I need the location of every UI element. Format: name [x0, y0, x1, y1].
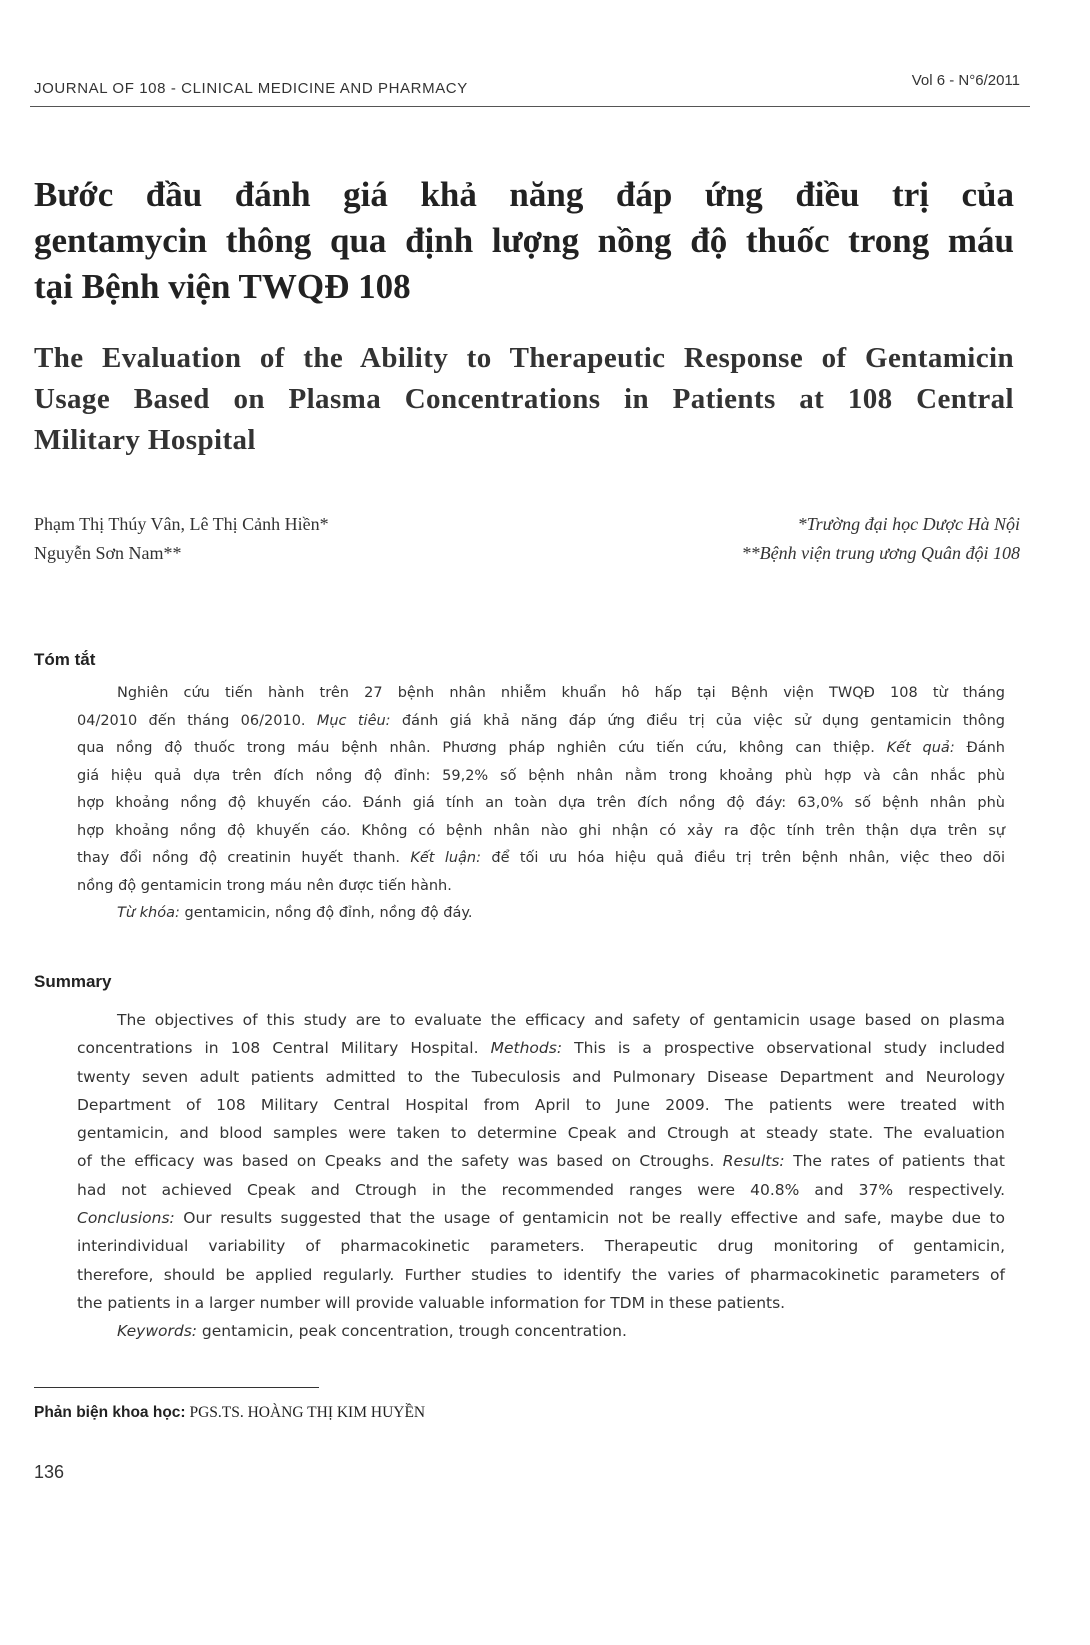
summary-line: therefore, should be applied regularly. Further studies to identify the varies of pharmacokinetic parameters of — [77, 1265, 1005, 1284]
keywords-en — [77, 1317, 1005, 1345]
abstract-line: qua nồng độ thuốc trong máu bệnh nhân. Phương pháp nghiên cứu tiến cứu, không can thiệp. Kết quả: Đánh — [77, 740, 1005, 756]
abstract-line: hợp khoảng nồng độ khuyến cáo. Không có bệnh nhân nào ghi nhận có xảy ra độc tính trên thận dựa trên sự — [77, 822, 1005, 839]
abstract-line: 04/2010 đến tháng 06/2010. Mục tiêu: đánh giá khả năng đáp ứng điều trị của việc sử dụng gentamicin thông — [77, 712, 1005, 729]
keywords-label: Từ khóa: — [117, 905, 180, 921]
title-line: Military Hospital — [34, 424, 256, 456]
title-vietnamese — [34, 172, 1014, 310]
summary-line: the patients in a larger number will provide valuable information for TDM in these patients. — [77, 1293, 786, 1312]
abstract-line: hợp khoảng nồng độ khuyến cáo. Đánh giá tính an toàn dựa trên đích nồng độ đáy: 63,0% số bệnh nhân phù — [77, 795, 1005, 811]
abstract-vn-heading: Tóm tắt — [34, 650, 96, 669]
title-line: tại Bệnh viện TWQĐ 108 — [34, 267, 411, 306]
title-line: gentamycin thông qua định lượng nồng độ thuốc trong máu — [34, 221, 1014, 260]
abstract-vn-body — [77, 680, 1005, 928]
summary-line: of the efficacy was based on Cpeaks and the safety was based on Ctroughs. Results: The rates of patients that — [77, 1152, 1005, 1171]
affiliations — [742, 510, 1020, 568]
abstract-line: thay đổi nồng độ creatinin huyết thanh. Kết luận: để tối ưu hóa hiệu quả điều trị trên bệnh nhân, việc theo dõi — [77, 850, 1005, 866]
summary-line: had not achieved Cpeak and Ctrough in the recommended ranges were 40.8% and 37% respectively. — [77, 1180, 1005, 1199]
author-line: Phạm Thị Thúy Vân, Lê Thị Cảnh Hiền* — [34, 514, 329, 534]
summary-line: Department of 108 Military Central Hospital from April to June 2009. The patients were treated with — [77, 1095, 1005, 1114]
summary-line: concentrations in 108 Central Military Hospital. Methods: This is a prospective observational study included — [77, 1039, 1005, 1058]
abstract-line: nồng độ gentamicin trong máu nên được tiến hành. — [77, 877, 452, 894]
abstract-line: giá hiệu quả dựa trên đích nồng độ đỉnh: 59,2% số bệnh nhân nằm trong khoảng phù hợp và cân nhắc phù — [77, 767, 1005, 784]
abstract-line: Nghiên cứu tiến hành trên 27 bệnh nhân nhiễm khuẩn hô hấp tại Bệnh viện TWQĐ 108 từ tháng — [117, 685, 1005, 701]
title-english — [34, 338, 1014, 461]
reviewer-label: Phản biện khoa học: — [34, 1404, 186, 1421]
authors — [34, 510, 329, 568]
author-line: Nguyễn Sơn Nam** — [34, 543, 182, 563]
keywords-text: gentamicin, nồng độ đỉnh, nồng độ đáy. — [179, 905, 473, 921]
keywords-text: gentamicin, peak concentration, trough concentration. — [197, 1322, 627, 1341]
footnote-divider — [34, 1387, 319, 1388]
summary-line: The objectives of this study are to evaluate the efficacy and safety of gentamicin usage based on plasma — [117, 1011, 1005, 1029]
affiliation: **Bệnh viện trung ương Quân đội 108 — [741, 543, 1020, 563]
summary-line: twenty seven adult patients admitted to the Tubeculosis and Pulmonary Disease Department and Neurology — [77, 1067, 1005, 1086]
reviewer-name: PGS.TS. HOÀNG THỊ KIM HUYỀN — [185, 1404, 426, 1421]
summary-heading: Summary — [34, 972, 112, 991]
issue-number: Vol 6 - N°6/2011 — [911, 72, 1020, 89]
summary-line: interindividual variability of pharmacokinetic parameters. Therapeutic drug monitoring of gentamicin, — [77, 1237, 1005, 1256]
title-line: Bước đầu đánh giá khả năng đáp ứng điều trị của — [34, 175, 1014, 214]
summary-line: Conclusions: Our results suggested that the usage of gentamicin not be really effective and safe, maybe due to — [77, 1209, 1005, 1228]
affiliation: *Trường đại học Dược Hà Nội — [797, 514, 1020, 534]
journal-name: JOURNAL OF 108 - CLINICAL MEDICINE AND PHARMACY — [34, 80, 468, 97]
header-divider — [30, 106, 1030, 107]
summary-body — [77, 1006, 1005, 1346]
reviewer-note — [34, 1404, 425, 1422]
title-line: The Evaluation of the Ability to Therapeutic Response of Gentamicin — [34, 342, 1014, 374]
title-line: Usage Based on Plasma Concentrations in Patients at 108 Central — [34, 383, 1014, 415]
keywords-vn — [77, 900, 1005, 928]
summary-line: gentamicin, and blood samples were taken to determine Cpeak and Ctrough at steady state. The evaluation — [77, 1124, 1005, 1143]
page-number: 136 — [34, 1462, 65, 1482]
keywords-label: Keywords: — [117, 1322, 197, 1341]
